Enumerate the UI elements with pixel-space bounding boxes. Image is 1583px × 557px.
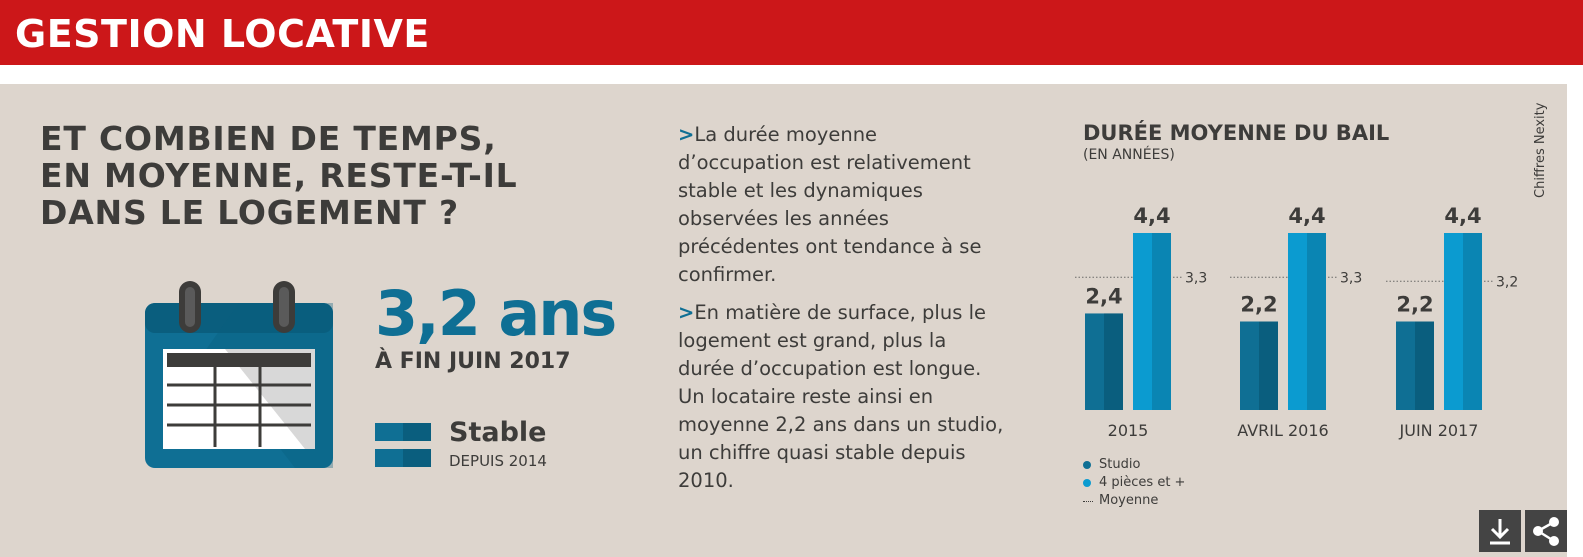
chart-title: DURÉE MOYENNE DU BAIL (1083, 121, 1390, 145)
download-button[interactable] (1479, 510, 1521, 552)
bar-shade (1307, 233, 1326, 410)
question-line: EN MOYENNE, RESTE-T-IL (40, 156, 518, 195)
legend-label: 4 pièces et + (1099, 475, 1186, 490)
calendar-icon (145, 281, 335, 471)
category-label: AVRIL 2016 (1237, 421, 1329, 440)
trend-subtitle: DEPUIS 2014 (449, 452, 547, 470)
paragraph-1 (678, 121, 1008, 289)
arrow-icon: > (678, 301, 695, 324)
category-label: 2015 (1107, 421, 1149, 440)
legend-dot (1083, 479, 1091, 487)
arrow-icon: > (678, 123, 695, 146)
question-line: ET COMBIEN DE TEMPS, (40, 119, 497, 158)
legend-item-moyenne (1083, 492, 1185, 510)
bar-shade (1463, 233, 1482, 410)
data-label: 2,2 (1396, 292, 1434, 317)
legend-item-4-pieces (1083, 474, 1185, 492)
description-text (678, 121, 1008, 505)
paragraph-text: La durée moyenne d’occupation est relativement stable et les dynamiques observées les années précédentes ont tendance à se confirmer. (678, 123, 982, 286)
data-label: 4,4 (1288, 204, 1326, 228)
bar-shade (1415, 322, 1434, 411)
legend-dotted-line (1083, 501, 1093, 502)
legend-item-studio (1083, 456, 1185, 474)
share-button[interactable] (1525, 510, 1567, 552)
bar-chart (1060, 180, 1540, 455)
data-label: 2,4 (1085, 284, 1123, 309)
share-icon (1525, 510, 1567, 552)
kpi-subtitle: À FIN JUIN 2017 (375, 349, 571, 374)
stable-icon (375, 423, 431, 467)
legend-dot (1083, 461, 1091, 469)
paragraph-text: En matière de surface, plus le logement est grand, plus la durée d’occupation est longue. Un locataire reste ainsi en moyenne 2,2 ans dans un studio, un chiffre quasi stable depuis 2010. (678, 301, 1004, 492)
download-icon (1479, 510, 1521, 552)
kpi-value: 3,2 ans (375, 277, 616, 350)
chart-subtitle: (EN ANNÉES) (1083, 147, 1175, 163)
bar-shade (1152, 233, 1171, 410)
header-bar (0, 0, 1583, 65)
source-label: Chiffres Nexity (1533, 102, 1548, 198)
legend-label: Studio (1099, 457, 1141, 472)
average-label: 3,2 (1496, 274, 1519, 291)
question-line: DANS LE LOGEMENT ? (40, 193, 459, 232)
paragraph-2 (678, 299, 1008, 495)
bar-shade (1104, 313, 1123, 410)
chart-legend (1083, 456, 1185, 510)
legend-label: Moyenne (1099, 493, 1159, 508)
category-label: JUIN 2017 (1399, 421, 1479, 440)
trend-label: Stable (449, 417, 547, 448)
average-label: 3,3 (1185, 270, 1208, 287)
average-label: 3,3 (1340, 270, 1363, 287)
data-label: 4,4 (1444, 204, 1482, 228)
data-label: 4,4 (1133, 204, 1171, 228)
question-heading (40, 120, 600, 231)
page-title: GESTION LOCATIVE (15, 12, 430, 56)
data-label: 2,2 (1240, 292, 1278, 317)
bar-shade (1259, 322, 1278, 411)
